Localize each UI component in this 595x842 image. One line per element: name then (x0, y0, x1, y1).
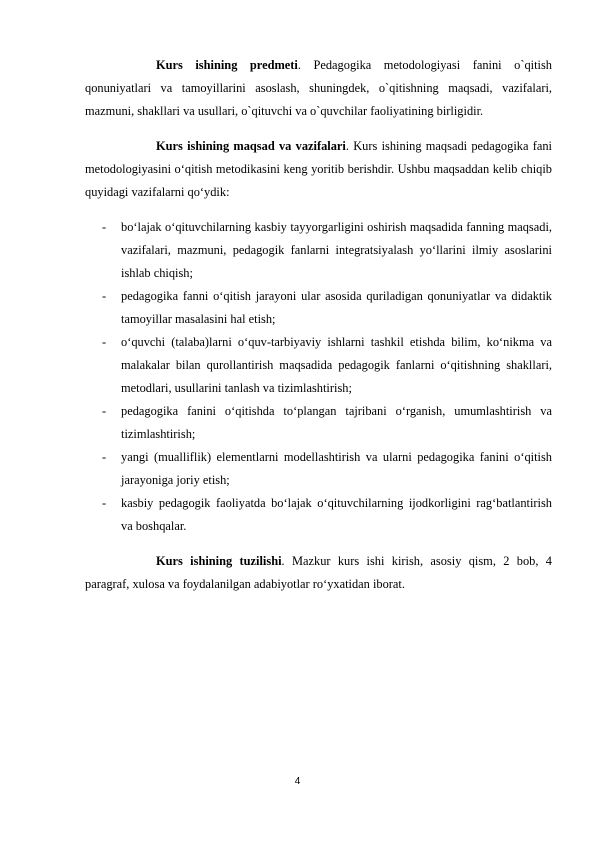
structure-heading: Kurs ishining tuzilishi (156, 554, 282, 568)
list-item-text: pedagogika fanni o‘qitish jarayoni ular asosida quriladigan qonuniyatlar va didaktik tamoyillar masalasini hal etish; (121, 289, 552, 326)
goals-paragraph (85, 135, 552, 204)
dash-bullet: - (102, 450, 107, 464)
list-item (85, 400, 552, 446)
list-item-text: o‘quvchi (talaba)larni o‘quv-tarbiyaviy ishlarni tashkil etishda bilim, ko‘nikma va malakalar bilan qurollantirish maqsadida pedagogik fanlarni o‘qitishning shakllari, metodlari, usullarini tanlash va tizimlashtirish; (121, 335, 552, 395)
subject-paragraph (85, 54, 552, 123)
list-item-text: bo‘lajak o‘qituvchilarning kasbiy tayyorgarligini oshirish maqsadida fanning maqsadi, vazifalari, mazmuni, pedagogik fanlarni integratsiyalash yo‘llarini ilmiy asoslarini ishlab chiqish; (121, 220, 552, 280)
subject-heading: Kurs ishining predmeti (156, 58, 298, 72)
document-page (85, 54, 552, 596)
subject-text: . Pedagogika metodologiyasi fanini o`qitish qonuniyatlari va tamoyillarini asoslash, shuningdek, o`qitishning maqsadi, vazifalari, mazmuni, shakllari va usullari, o`qituvchi va o`quvchilar faoliyatining birligidir. (85, 58, 552, 118)
list-item-text: pedagogika fanini o‘qitishda to‘plangan tajribani o‘rganish, umumlashtirish va tizimlashtirish; (121, 404, 552, 441)
structure-text: . Mazkur kurs ishi kirish, asosiy qism, 2 bob, 4 paragraf, xulosa va foydalanilgan adabiyotlar ro‘yxatidan iborat. (85, 554, 552, 591)
dash-bullet: - (102, 335, 107, 349)
list-item (85, 216, 552, 285)
list-item-text: kasbiy pedagogik faoliyatda bo‘lajak o‘qituvchilarning ijodkorligini rag‘batlantirish va boshqalar. (121, 496, 552, 533)
goals-heading: Kurs ishining maqsad va vazifalari (156, 139, 346, 153)
list-item (85, 492, 552, 538)
structure-paragraph (85, 550, 552, 596)
dash-bullet: - (102, 496, 107, 510)
list-item-text: yangi (mualliflik) elementlarni modellashtirish va ularni pedagogika fanini o‘qitish jarayoniga joriy etish; (121, 450, 552, 487)
page-number: 4 (294, 776, 301, 787)
dash-bullet: - (102, 220, 107, 234)
tasks-list (85, 216, 552, 538)
list-item (85, 285, 552, 331)
dash-bullet: - (102, 404, 107, 418)
dash-bullet: - (102, 289, 107, 303)
list-item (85, 331, 552, 400)
list-item (85, 446, 552, 492)
goals-text: . Kurs ishining maqsadi pedagogika fani metodologiyasini o‘qitish metodikasini keng yoritib berishdir. Ushbu maqsaddan kelib chiqib quyidagi vazifalarni qo‘ydik: (85, 139, 552, 199)
